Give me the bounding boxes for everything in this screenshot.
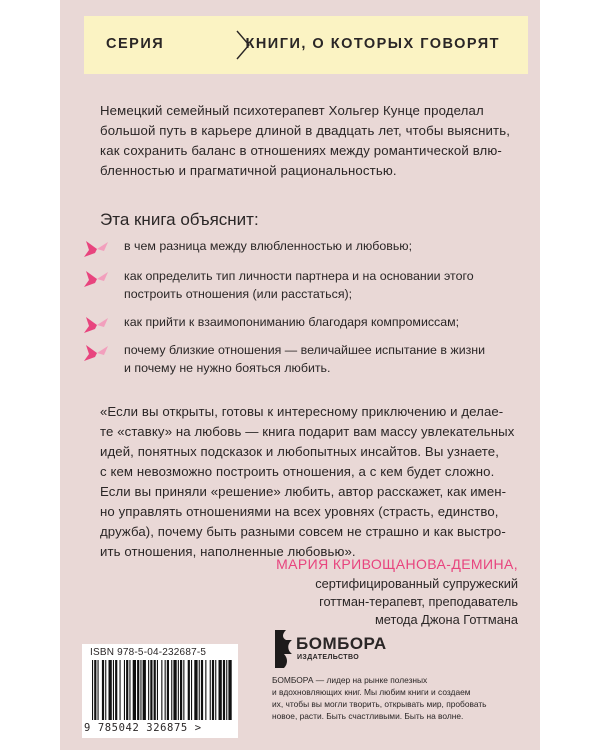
list-item-text: как прийти к взаимопониманию благодаря компромиссам; [124, 315, 460, 329]
quote-author [218, 554, 518, 629]
series-label: СЕРИЯ [106, 36, 165, 52]
book-back-cover [60, 0, 540, 750]
publisher-logo [272, 628, 472, 674]
list-item-text: в чем разница между влюбленностью и любовью; [124, 239, 413, 253]
publisher-subtitle: ИЗДАТЕЛЬСТВО [297, 654, 360, 661]
isbn-text: ISBN 978-5-04-232687-5 [90, 647, 207, 658]
butterfly-icon [84, 315, 110, 335]
list-title: Эта книга объяснит: [100, 210, 259, 229]
barcode-number: 9 785042 326875 > [84, 722, 202, 734]
butterfly-icon [84, 269, 110, 289]
butterfly-icon [84, 343, 110, 363]
isbn-barcode [82, 644, 238, 738]
list-item-text: как определить тип личности партнера и на основании этого построить отношения (или расстаться); [124, 269, 474, 301]
review-quote: «Если вы открыты, готовы к интересному приключению и делае- те «ставку» на любовь — книга подарит вам массу увлекательных идей, понятных подсказок и любопытных инсайтов. Вы узнаете, с кем невозможно построить отношения, а с кем будет сложно. Если вы приняли «решение» любить, автор расскажет, как имен- но управлять отношениями на всех уровнях (страсть, единство, дружба), почему быть разными совсем не страшно и как выстро- ить отношения, наполненные любовью». [100, 404, 515, 559]
author-description: сертифицированный супружеский готтман-терапевт, преподаватель метода Джона Готтмана [315, 576, 518, 627]
series-name: КНИГИ, О КОТОРЫХ ГОВОРЯТ [245, 36, 500, 52]
publisher-description: БОМБОРА — лидер на рынке полезных и вдохновляющих книг. Мы любим книги и создаем их, чтобы вы могли творить, открывать мир, пробовать новое, расти. Быть счастливыми. Быть на волне. [272, 675, 487, 721]
series-banner [84, 16, 528, 74]
barcode-bars [90, 660, 232, 720]
publisher-name: БОМБОРА [296, 634, 387, 653]
intro-paragraph: Немецкий семейный психотерапевт Хольгер Кунце проделал большой путь в карьере длиной в двадцать лет, чтобы выяснить, как сохранить баланс в отношениях между романтической влю- бленностью и прагматичной рациональностью. [100, 103, 511, 178]
list-item-text: почему близкие отношения — величайшее испытание в жизни и почему не нужно бояться любить. [124, 343, 486, 375]
author-name: МАРИЯ КРИВОЩАНОВА-ДЕМИНА, [276, 556, 518, 572]
butterfly-icon [84, 239, 110, 259]
wave-logo-icon [272, 628, 294, 670]
